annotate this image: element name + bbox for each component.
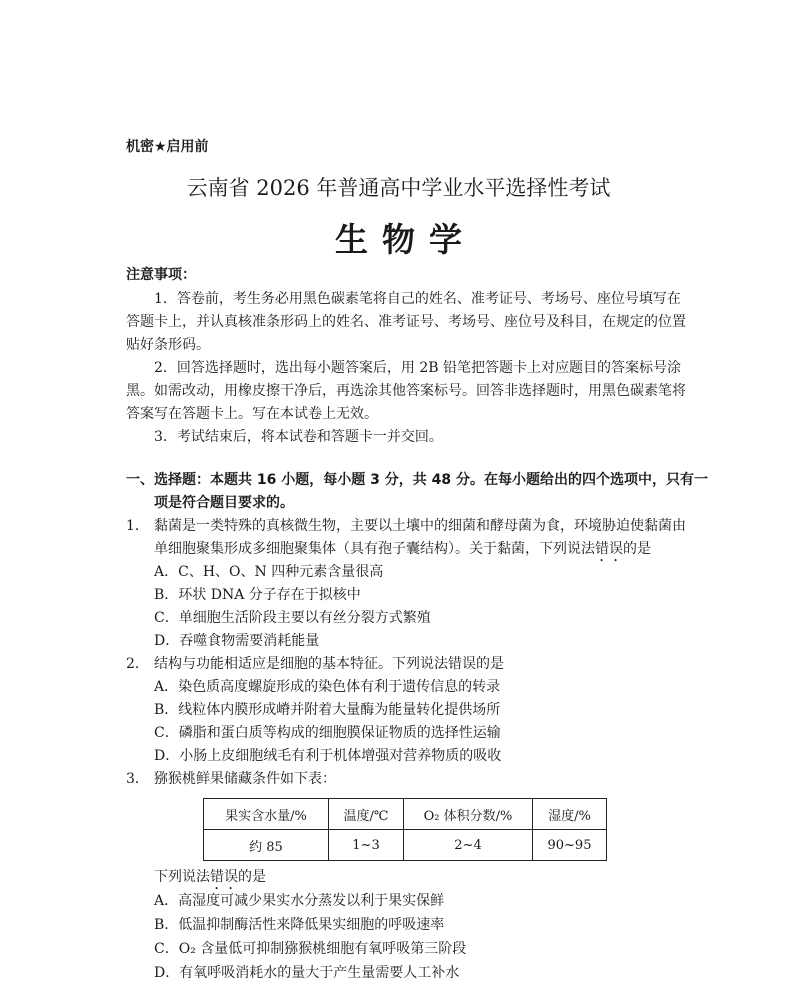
question-3-option-a: A．高湿度可减少果实水分蒸发以利于果实保鲜 xyxy=(154,893,445,909)
question-3-option-d: D．有氧呼吸消耗水的量大于产生量需要人工补水 xyxy=(154,965,460,981)
question-1-stem-emphasis: 错误 xyxy=(595,541,623,557)
table-header-cell: 温度/℃ xyxy=(329,799,404,830)
notice-item-1-line-3: 贴好条形码。 xyxy=(126,337,210,353)
question-1-number: 1． xyxy=(126,518,149,534)
confidential-label: 机密★启用前 xyxy=(126,139,209,155)
question-3-prompt xyxy=(154,866,266,893)
section-1-heading-line-2: 项是符合题目要求的。 xyxy=(154,495,294,511)
notice-item-2-line-2: 黑。如需改动，用橡皮擦干净后，再选涂其他答案标号。回答非选择题时，用黑色碳素笔将 xyxy=(126,383,686,399)
question-3-prompt-emphasis: 错误 xyxy=(210,869,238,885)
table-row xyxy=(204,830,607,861)
question-2-number: 2． xyxy=(126,656,149,672)
storage-conditions-table xyxy=(203,798,607,861)
question-1-option-a: A．C、H、O、N 四种元素含量很高 xyxy=(154,564,384,580)
exam-title: 云南省 2026 年普通高中学业水平选择性考试 xyxy=(186,176,611,200)
question-3-number: 3． xyxy=(126,771,149,787)
question-3-prompt-post: 的是 xyxy=(238,869,266,885)
table-header-row xyxy=(204,799,607,830)
question-2-option-b: B．线粒体内膜形成嵴并附着大量酶为能量转化提供场所 xyxy=(154,702,501,718)
notice-item-2-line-3: 答案写在答题卡上。写在本试卷上无效。 xyxy=(126,406,378,422)
table-header-cell: 果实含水量/% xyxy=(204,799,329,830)
section-1-heading-line-1: 一、选择题：本题共 16 小题，每小题 3 分，共 48 分。在每小题给出的四个选项中，只有一 xyxy=(126,472,708,488)
notice-heading: 注意事项： xyxy=(126,267,196,283)
question-3-option-b: B．低温抑制酶活性来降低果实细胞的呼吸速率 xyxy=(154,917,445,933)
question-3-prompt-pre: 下列说法 xyxy=(154,869,210,885)
notice-item-1-line-1: 1．答卷前，考生务必用黑色碳素笔将自己的姓名、准考证号、考场号、座位号填写在 xyxy=(154,291,681,307)
question-1-option-d: D．吞噬食物需要消耗能量 xyxy=(154,633,320,649)
question-1-option-c: C．单细胞生活阶段主要以有丝分裂方式繁殖 xyxy=(154,610,431,626)
table-cell: 1~3 xyxy=(329,830,404,861)
question-1-stem-line-2-post: 的是 xyxy=(623,541,651,557)
question-3-stem: 猕猴桃鲜果储藏条件如下表： xyxy=(154,771,336,787)
table-cell: 90~95 xyxy=(533,830,607,861)
question-2-option-d: D．小肠上皮细胞绒毛有利于机体增强对营养物质的吸收 xyxy=(154,748,502,764)
notice-item-3: 3．考试结束后，将本试卷和答题卡一并交回。 xyxy=(154,429,443,445)
subject-title: 生物学 xyxy=(335,220,476,259)
question-3-option-c: C．O₂ 含量低可抑制猕猴桃细胞有氧呼吸第三阶段 xyxy=(154,941,467,957)
question-2-option-c: C．磷脂和蛋白质等构成的细胞膜保证物质的选择性运输 xyxy=(154,725,501,741)
notice-item-1-line-2: 答题卡上，并认真核准条形码上的姓名、准考证号、考场号、座位号及科目，在规定的位置 xyxy=(126,314,686,330)
table-header-cell: 湿度/% xyxy=(533,799,607,830)
question-1-option-b: B．环状 DNA 分子存在于拟核中 xyxy=(154,587,361,603)
table-cell: 2~4 xyxy=(404,830,533,861)
question-1-stem-line-1: 黏菌是一类特殊的真核微生物，主要以土壤中的细菌和酵母菌为食，环境胁迫使黏菌由 xyxy=(154,518,686,534)
question-2-stem: 结构与功能相适应是细胞的基本特征。下列说法错误的是 xyxy=(154,656,504,672)
question-2-option-a: A．染色质高度螺旋形成的染色体有利于遗传信息的转录 xyxy=(154,679,501,695)
notice-item-2-line-1: 2．回答选择题时，选出每小题答案后，用 2B 铅笔把答题卡上对应题目的答案标号涂 xyxy=(154,360,682,376)
table-cell: 约 85 xyxy=(204,830,329,861)
table-header-cell: O₂ 体积分数/% xyxy=(404,799,533,830)
question-1-stem-line-2-pre: 单细胞聚集形成多细胞聚集体（具有孢子囊结构）。关于黏菌，下列说法 xyxy=(154,541,595,557)
